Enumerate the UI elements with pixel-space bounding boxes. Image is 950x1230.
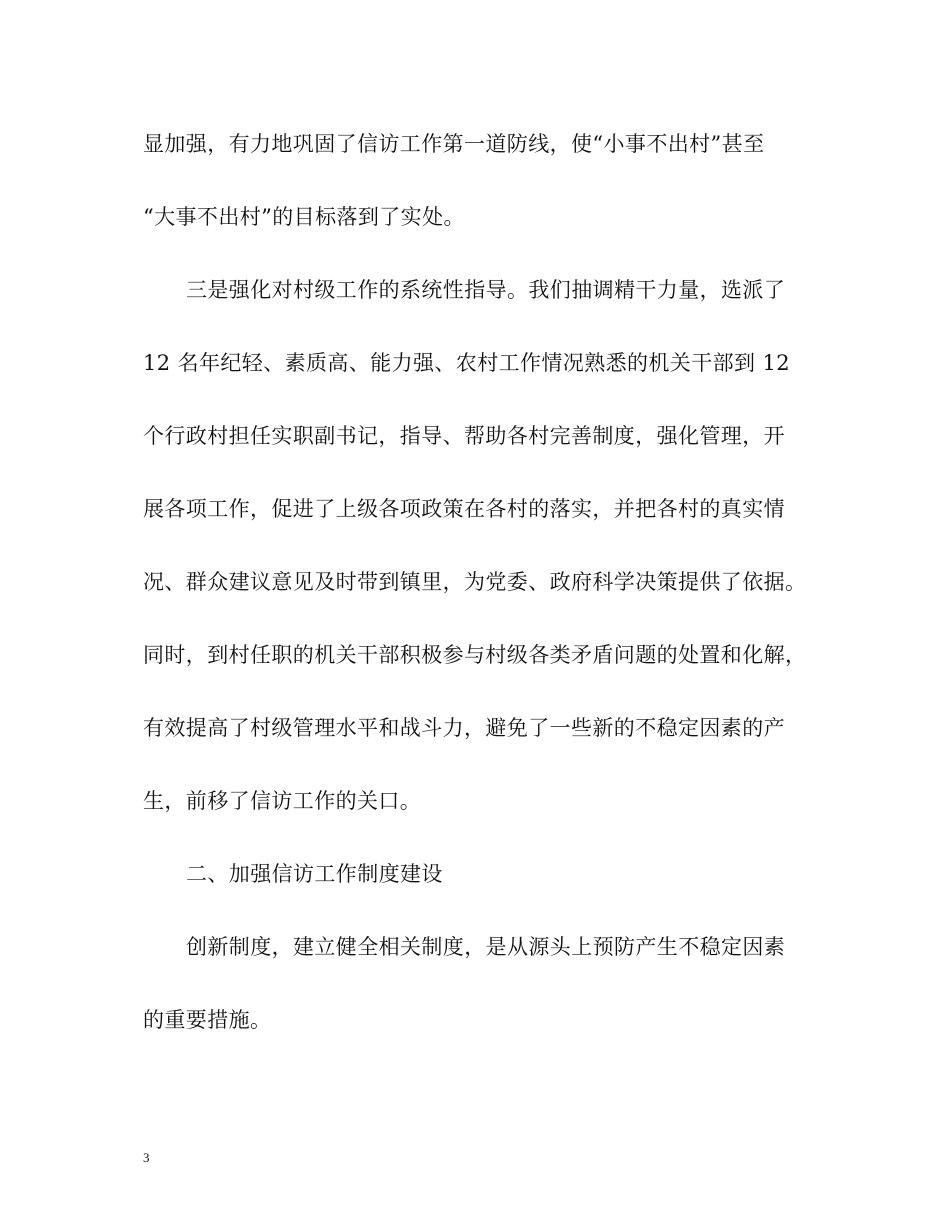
paragraph-line-1: 显加强，有力地巩固了信访工作第一道防线，使“小事不出村”甚至 [143, 132, 765, 156]
paragraph-line-11: 创新制度，建立健全相关制度，是从源头上预防产生不稳定因素 [186, 935, 786, 959]
paragraph-line-4: 12 名年纪轻、素质高、能力强、农村工作情况熟悉的机关干部到 12 [143, 351, 790, 375]
paragraph-line-2: “大事不出村”的目标落到了实处。 [143, 205, 465, 229]
paragraph-line-5: 个行政村担任实职副书记，指导、帮助各村完善制度，强化管理，开 [143, 424, 785, 448]
page-number: 3 [143, 1150, 150, 1165]
paragraph-line-3: 三是强化对村级工作的系统性指导。我们抽调精干力量，选派了 [186, 278, 786, 302]
section-heading: 二、加强信访工作制度建设 [186, 862, 443, 886]
paragraph-line-7: 况、群众建议意见及时带到镇里，为党委、政府科学决策提供了依据。 [143, 570, 807, 594]
paragraph-line-10: 生，前移了信访工作的关口。 [143, 789, 422, 813]
paragraph-line-12: 的重要措施。 [143, 1008, 272, 1032]
paragraph-line-9: 有效提高了村级管理水平和战斗力，避免了一些新的不稳定因素的产 [143, 716, 785, 740]
paragraph-line-6: 展各项工作，促进了上级各项政策在各村的落实，并把各村的真实情 [143, 497, 785, 521]
paragraph-line-8: 同时，到村任职的机关干部积极参与村级各类矛盾问题的处置和化解， [143, 643, 807, 667]
